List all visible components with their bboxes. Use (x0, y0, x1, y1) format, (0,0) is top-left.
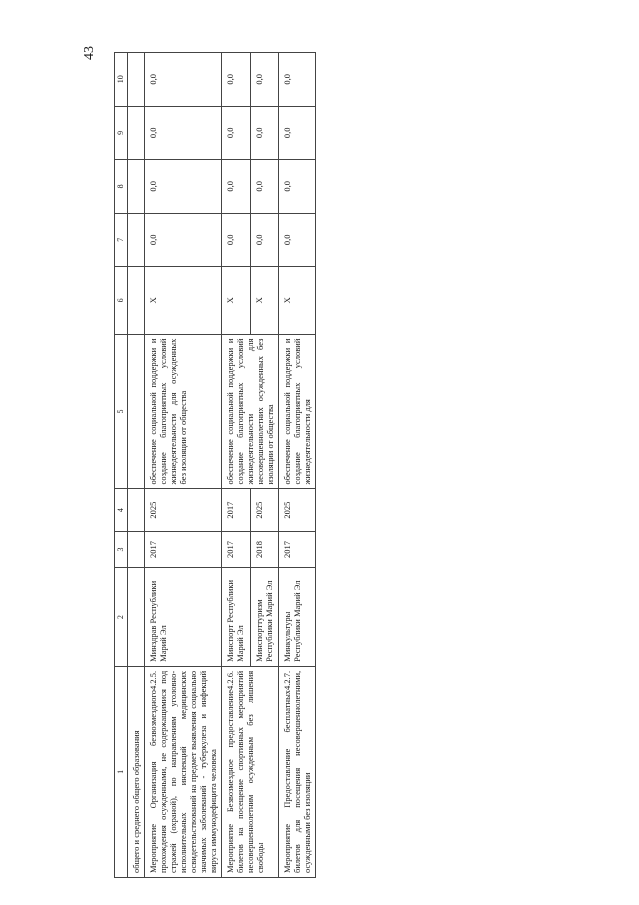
end-year: 2025 (250, 489, 279, 531)
start-year: 2017 (222, 531, 251, 568)
table-header-row (115, 53, 128, 878)
measure-title: 4.2.5. Мероприятие Организация безвозмездного прохождения осужденными, не содержащимися под стражей (охраной), по направлениям уголовно-исполнительных инспекций медицинских освидетельствований на предмет выявления социально значимых заболеваний - туберкулеза и инфекций вируса иммунодефицита человека (145, 666, 222, 877)
header-col-9: 9 (115, 106, 128, 159)
measure-code: 4.2.6. (225, 670, 236, 690)
executor: Минкультуры Республики Марий Эл (279, 568, 316, 667)
executor: Минздрав Республики Марий Эл (145, 568, 222, 667)
program-measures-table (114, 52, 316, 878)
table-row (279, 53, 316, 878)
header-col-3: 3 (115, 531, 128, 568)
expected-result: обеспечение социальной поддержки и создание благоприятных условий жизнедеятельности для несовершеннолетних осужденных без изоляции от общества (222, 334, 279, 489)
end-year: 2025 (279, 489, 316, 531)
measure-code: 4.2.7. (282, 670, 293, 690)
col6-mark: Х (222, 267, 251, 335)
value-col7: 0,0 (145, 213, 222, 266)
end-year: 2017 (222, 489, 251, 531)
executor: Минспорт Республики Марий Эл (222, 568, 251, 667)
start-year: 2017 (279, 531, 316, 568)
header-col-2: 2 (115, 568, 128, 667)
value-col8: 0,0 (145, 160, 222, 213)
value-col8: 0,0 (279, 160, 316, 213)
value-col10: 0,0 (222, 53, 251, 107)
header-col-4: 4 (115, 489, 128, 531)
value-col9: 0,0 (145, 106, 222, 159)
value-col8: 0,0 (250, 160, 279, 213)
start-year: 2017 (145, 531, 222, 568)
value-col9: 0,0 (279, 106, 316, 159)
rotated-table-page (114, 52, 534, 878)
measure-title: 4.2.6. Мероприятие Безвозмездное предоставление билетов на посещение спортивных мероприятий несовершеннолетним осужденным без лишения свободы (222, 666, 279, 877)
col6-mark: Х (250, 267, 279, 335)
table-row-lead (128, 53, 145, 878)
end-year: 2025 (145, 489, 222, 531)
header-col-5: 5 (115, 334, 128, 489)
executor: Минспорттуризм Республики Марий Эл (250, 568, 279, 667)
header-col-6: 6 (115, 267, 128, 335)
lead-text: общего и среднего общего образования (128, 666, 145, 877)
header-col-1: 1 (115, 666, 128, 877)
value-col9: 0,0 (250, 106, 279, 159)
value-col7: 0,0 (279, 213, 316, 266)
header-col-8: 8 (115, 160, 128, 213)
value-col10: 0,0 (145, 53, 222, 107)
value-col8: 0,0 (222, 160, 251, 213)
col6-mark: Х (279, 267, 316, 335)
value-col10: 0,0 (250, 53, 279, 107)
header-col-10: 10 (115, 53, 128, 107)
expected-result: обеспечение социальной поддержки и создание благоприятных условий жизнедеятельности для осужденных без изоляции от общества (145, 334, 222, 489)
start-year: 2018 (250, 531, 279, 568)
value-col7: 0,0 (250, 213, 279, 266)
expected-result: обеспечение социальной поддержки и создание благоприятных условий жизнедеятельности для (279, 334, 316, 489)
col6-mark: Х (145, 267, 222, 335)
table-row (222, 53, 251, 878)
header-col-7: 7 (115, 213, 128, 266)
measure-code: 4.2.5. (148, 670, 159, 690)
value-col10: 0,0 (279, 53, 316, 107)
page-number: 43 (82, 46, 97, 60)
value-col9: 0,0 (222, 106, 251, 159)
value-col7: 0,0 (222, 213, 251, 266)
table-row (145, 53, 222, 878)
measure-title: 4.2.7. Мероприятие Предоставление бесплатных билетов для посещения несовершеннолетними, осужденными без изоляции (279, 666, 316, 877)
